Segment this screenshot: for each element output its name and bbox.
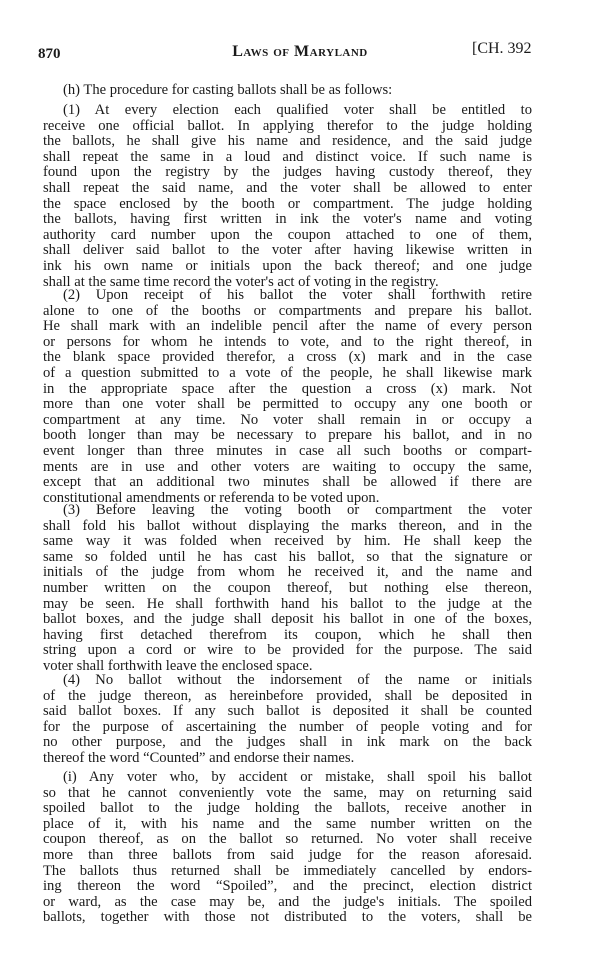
- page-number: 870: [38, 46, 61, 62]
- text-line: the ballots, having first written in ink the voter's name and voting: [43, 211, 532, 228]
- text-line: constitutional amendments or referenda to be voted upon.: [43, 489, 380, 506]
- text-line: shall fold his ballot without displaying the marks thereon, and in the: [43, 517, 532, 534]
- text-line: of a question submitted to a vote of the people, he shall likewise mark: [43, 364, 532, 381]
- paragraph: [43, 673, 532, 767]
- text-line: receive one official ballot. In applying therefor to the judge holding: [43, 117, 532, 134]
- text-line: shall repeat the said name, and the voter shall be allowed to enter: [43, 179, 532, 196]
- text-line: The ballots thus returned shall be immediately cancelled by endors-: [43, 862, 532, 879]
- text-line: found upon the registry by the judges having custody thereof, they: [43, 164, 532, 181]
- text-line: so that he cannot conveniently vote the same, may on returning said: [43, 784, 532, 801]
- text-line: may be seen. He shall forthwith hand his ballot to the judge at the: [43, 595, 532, 612]
- text-line: the ballots, he shall give his name and residence, and the said judge: [43, 133, 532, 150]
- text-line: event longer than three minutes in case all such booths or compart-: [43, 442, 532, 459]
- text-line: or ward, as the case may be, and the judge's initials. The spoiled: [43, 893, 532, 910]
- text-line: for the purpose of ascertaining the number of people voting and for: [43, 718, 532, 735]
- text-line: no other purpose, and the judges shall in ink mark on the back: [43, 734, 532, 751]
- text-line: ments are in use and other voters are waiting to occupy the same,: [43, 458, 532, 475]
- chapter-label: [CH. 392: [472, 40, 532, 57]
- text-line: ink his own name or initials upon the back thereof; and one judge: [43, 257, 532, 274]
- text-line: more than three ballots from said judge for the reason aforesaid.: [43, 846, 532, 863]
- text-line: string upon a cord or wire to be provided for the purpose. The said: [43, 642, 532, 659]
- text-line: shall repeat the same in a loud and distinct voice. If such name is: [43, 148, 532, 165]
- text-line: (h) The procedure for casting ballots shall be as follows:: [63, 82, 393, 98]
- text-line: initials of the judge from whom he received it, and the name and: [43, 564, 532, 581]
- paragraph: [43, 103, 532, 290]
- text-line: coupon thereof, as on the ballot so returned. No voter shall receive: [43, 831, 532, 848]
- text-line: compartment at any time. No voter shall remain in or occupy a: [43, 411, 532, 428]
- text-line: more than one voter shall be permitted to occupy any one booth or: [43, 396, 532, 413]
- paragraph: [43, 288, 532, 506]
- paragraph: [43, 83, 532, 99]
- text-line: spoiled ballot to the judge holding the ballots, receive another in: [43, 800, 532, 817]
- paragraph: [43, 770, 532, 926]
- text-line: number written on the coupon thereof, but nothing else thereon,: [43, 579, 532, 596]
- text-line: (i) Any voter who, by accident or mistake, shall spoil his ballot: [63, 769, 532, 785]
- text-line: same way it was folded when received by him. He shall keep the: [43, 533, 532, 550]
- text-line: said ballot boxes. If any such ballot is deposited it shall be counted: [43, 703, 532, 720]
- text-line: alone to one of the booths or compartments and prepare his ballot.: [43, 302, 532, 319]
- text-line: thereof the word “Counted” and endorse their names.: [43, 749, 355, 766]
- text-line: same so folded until he has cast his ballot, so that the signature or: [43, 548, 532, 565]
- text-line: (3) Before leaving the voting booth or compartment the voter: [63, 502, 532, 518]
- text-line: except that an additional two minutes shall be allowed if there are: [43, 474, 532, 491]
- text-line: booth longer than may be necessary to prepare his ballot, and in no: [43, 427, 532, 444]
- text-line: (4) No ballot without the indorsement of the name or initials: [63, 672, 532, 688]
- text-line: shall at the same time record the voter's act of voting in the registry.: [43, 273, 439, 290]
- text-line: shall deliver said ballot to the voter after having likewise written in: [43, 242, 532, 259]
- text-line: (1) At every election each qualified voter shall be entitled to: [63, 102, 532, 118]
- paragraph: [43, 503, 532, 675]
- text-line: having first detached therefrom its coupon, which he shall then: [43, 626, 532, 643]
- text-line: authority card number upon the coupon attached to one of them,: [43, 226, 532, 243]
- text-line: ing thereon the word “Spoiled”, and the precinct, election district: [43, 878, 532, 895]
- text-line: of the judge thereon, as hereinbefore provided, shall be deposited in: [43, 687, 532, 704]
- running-title: Laws of Maryland: [232, 43, 368, 60]
- text-line: (2) Upon receipt of his ballot the voter shall forthwith retire: [63, 287, 532, 303]
- text-line: the blank space provided therefor, a cross (x) mark and in the case: [43, 349, 532, 366]
- text-line: or persons for whom he intends to vote, and to the right thereof, in: [43, 333, 532, 350]
- text-line: in the appropriate space after the question a cross (x) mark. Not: [43, 380, 532, 397]
- text-line: place of it, with his name and the same number written on the: [43, 815, 532, 832]
- text-line: voter shall forthwith leave the enclosed space.: [43, 657, 313, 674]
- text-line: ballots, together with those not distributed to the voters, shall be: [43, 909, 532, 926]
- text-line: He shall mark with an indelible pencil after the name of every person: [43, 318, 532, 335]
- text-line: ballot boxes, and the judge shall deposit his ballot in one of the boxes,: [43, 611, 532, 628]
- text-line: the space enclosed by the booth or compartment. The judge holding: [43, 195, 532, 212]
